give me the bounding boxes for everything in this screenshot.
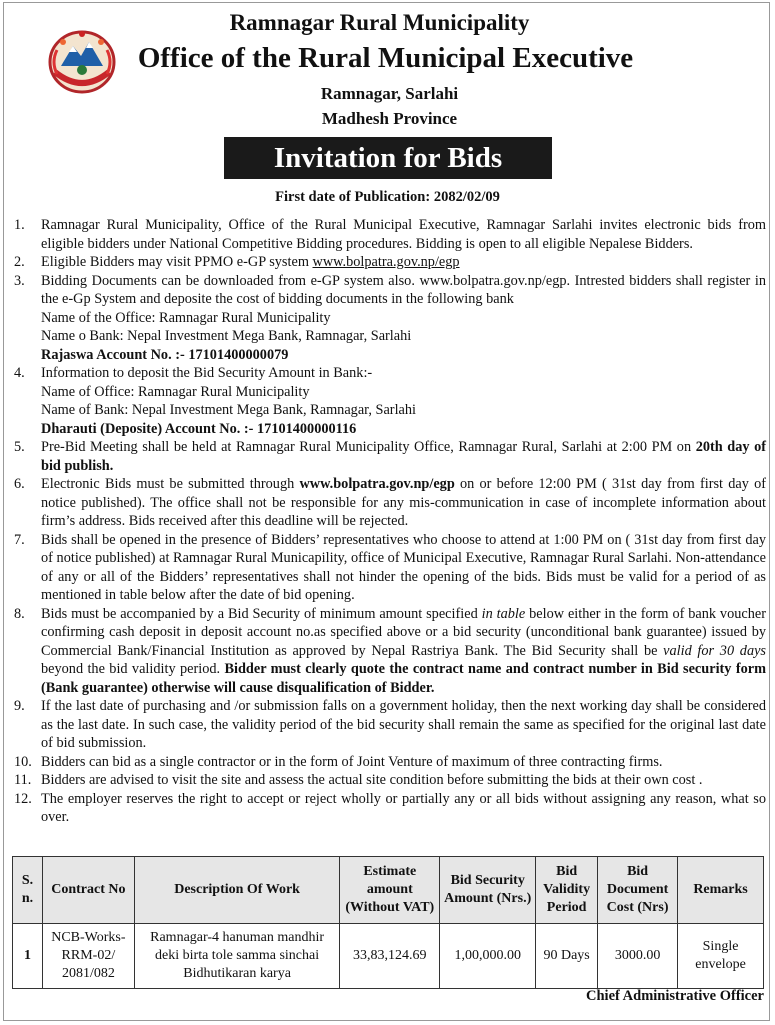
cell-remarks: Single envelope (678, 924, 764, 989)
bank-name-line: Name of Bank: Nepal Investment Mega Bank, Ramnagar, Sarlahi (41, 402, 417, 418)
item-text: If the last date of purchasing and /or submission falls on a government holiday, then the next working day shall be considered as the last date. In such case, the validity period of the bid security shall remain the same as specified for the original last date of bid submission. (41, 698, 766, 751)
list-item (14, 216, 766, 253)
item-number: 11. (14, 772, 32, 788)
item-text-part: Pre-Bid Meeting shall be held at Ramnagar Rural Municipality Office, Ramnagar Rural, Sarlahi at 2:00 PM on (41, 439, 696, 455)
location: Ramnagar, Sarlahi (320, 84, 459, 103)
table-header-row (13, 857, 764, 924)
egp-link[interactable]: www.bolpatra.gov.np/egp (312, 254, 460, 270)
rajaswa-account: Rajaswa Account No. :- 17101400000079 (41, 346, 289, 363)
item-text: Bids shall be opened in the presence of Bidders’ representatives who choose to attend at 1:00 PM on ( 31st day from first day of notice published) at Ramnagar Rural Municapility, office of Municipal Executive, Ramnagar Rural Sarlahi. Non-attendance of any or all of the Bidders’ representatives shall not hinder the opening of the bids. Bids must be valid for a period of as mentioned in table below after the date of bid opening. (41, 531, 766, 603)
table-row (13, 924, 764, 989)
item-number: 12. (14, 790, 32, 807)
item-text-part: on or before 12:00 PM ( 31st day from first day of notice published). The office shall not be responsible for any mis-communication in case of incomplete information about firm’s address. Bids received after this deadline will be rejected. (41, 476, 766, 529)
deposit-account: Dharauti (Deposite) Account No. :- 17101400000116 (41, 420, 357, 437)
item-text-part: Eligible Bidders may visit PPMO e-GP system (41, 254, 313, 270)
office-name-line: Name of Office: Ramnagar Rural Municipality (41, 383, 310, 400)
col-doc-cost: Bid Document Cost (Nrs) (598, 857, 678, 924)
bank-name-line: Name o Bank: Nepal Investment Mega Bank, Ramnagar, Sarlahi (41, 328, 412, 344)
signatory: Chief Administrative Officer (586, 988, 764, 1004)
item-number: 2. (14, 254, 25, 270)
item-text-italic: in table (481, 605, 526, 622)
list-item (14, 605, 766, 698)
item-number: 3. (14, 272, 25, 289)
cell-estimate: 33,83,124.69 (340, 924, 440, 989)
col-validity: Bid Validity Period (536, 857, 598, 924)
list-item (14, 253, 766, 272)
item-text-part: Bids must be accompanied by a Bid Security of minimum amount specified (41, 605, 482, 622)
item-number: 7. (14, 531, 25, 548)
item-text-part: Electronic Bids must be submitted through (41, 476, 300, 492)
col-estimate: Estimate amount (Without VAT) (340, 857, 440, 924)
list-item (14, 475, 766, 531)
item-text: The employer reserves the right to accept or reject wholly or partially any or all bids without assigning any reason, what so over. (41, 790, 766, 825)
notice-title: Invitation for Bids (224, 137, 552, 179)
item-text-part: beyond the bid validity period. (41, 661, 225, 677)
item-text: Bidders can bid as a single contractor or in the form of Joint Venture of maximum of three contracting firms. (41, 753, 663, 770)
cell-bid-security: 1,00,000.00 (440, 924, 536, 989)
item-number: 6. (14, 476, 25, 492)
item-text-part: Information to deposit the Bid Security Amount in Bank:- (41, 365, 373, 381)
item-text-bold: 20th day of bid publish. (41, 439, 766, 474)
submission-link[interactable]: www.bolpatra.gov.np/egp (299, 476, 455, 492)
publication-date-value: 2082/02/09 (433, 189, 500, 205)
publication-label: First date of Publication: (275, 189, 431, 205)
item-number: 1. (14, 217, 25, 233)
cell-validity: 90 Days (536, 924, 598, 989)
list-item (14, 531, 766, 605)
item-number: 4. (14, 365, 25, 381)
item-number: 8. (14, 605, 25, 622)
col-contract-no: Contract No (42, 857, 134, 924)
item-number: 5. (14, 439, 25, 455)
list-item (14, 771, 766, 790)
cell-description: Ramnagar-4 hanuman mandhir deki birta tole samma sinchai Bidhutikaran karya (134, 924, 340, 989)
cell-sn: 1 (13, 924, 43, 989)
list-item (14, 790, 766, 827)
list-item (14, 438, 766, 475)
item-text-part: below either in the form of bank voucher confirming cash deposit in deposit account no.as specified above or a bid security (unconditional bank guarantee) issued by Commercial Bank/Financial Institution as approved by Nepal Rastriya Bank. The Bid Security shall be (41, 605, 766, 659)
col-remarks: Remarks (678, 857, 764, 924)
bid-table (12, 856, 764, 989)
item-number: 10. (14, 753, 32, 770)
list-item (14, 364, 766, 438)
item-text-bold: Bidder must clearly quote the contract name and contract number in Bid security form (Bank guarantee) otherwise will cause disqualification of Bidder. (41, 661, 766, 696)
item-text: Bidders are advised to visit the site and assess the actual site condition before submitting the bids at their own cost . (41, 772, 703, 788)
cell-contract-no: NCB-Works-RRM-02/ 2081/082 (42, 924, 134, 989)
cell-doc-cost: 3000.00 (598, 924, 678, 989)
notice-items (14, 216, 766, 827)
col-description: Description Of Work (134, 857, 340, 924)
item-text (41, 438, 766, 475)
col-sn: S. n. (13, 857, 43, 924)
province: Madhesh Province (321, 109, 458, 128)
list-item (14, 697, 766, 753)
item-text (41, 364, 766, 438)
list-item (14, 272, 766, 365)
publication-date (0, 189, 775, 206)
item-text (41, 605, 766, 698)
municipality-name: Ramnagar Rural Municipality (229, 10, 530, 35)
item-text (41, 253, 766, 272)
item-text (41, 475, 766, 531)
item-text: Ramnagar Rural Municipality, Office of the Rural Municipal Executive, Ramnagar Sarlahi invites electronic bids from eligible bidders under National Competitive Bidding procedures. Bidding is open to all eligible Nepalese Bidders. (41, 217, 766, 252)
item-text-part: Bidding Documents can be downloaded from e-GP system also. www.bolpatra.gov.np/egp. Intrested bidders shall register in the e-Gp System and deposite the cost of bidding documents in the following bank (41, 272, 766, 307)
item-number: 9. (14, 698, 25, 714)
item-text-italic: valid for 30 days (663, 642, 766, 659)
office-name: Office of the Rural Municipal Executive (137, 42, 634, 74)
list-item (14, 753, 766, 772)
item-text (41, 272, 766, 365)
office-name-line: Name of the Office: Ramnagar Rural Municipality (41, 309, 331, 326)
col-bid-security: Bid Security Amount (Nrs.) (440, 857, 536, 924)
